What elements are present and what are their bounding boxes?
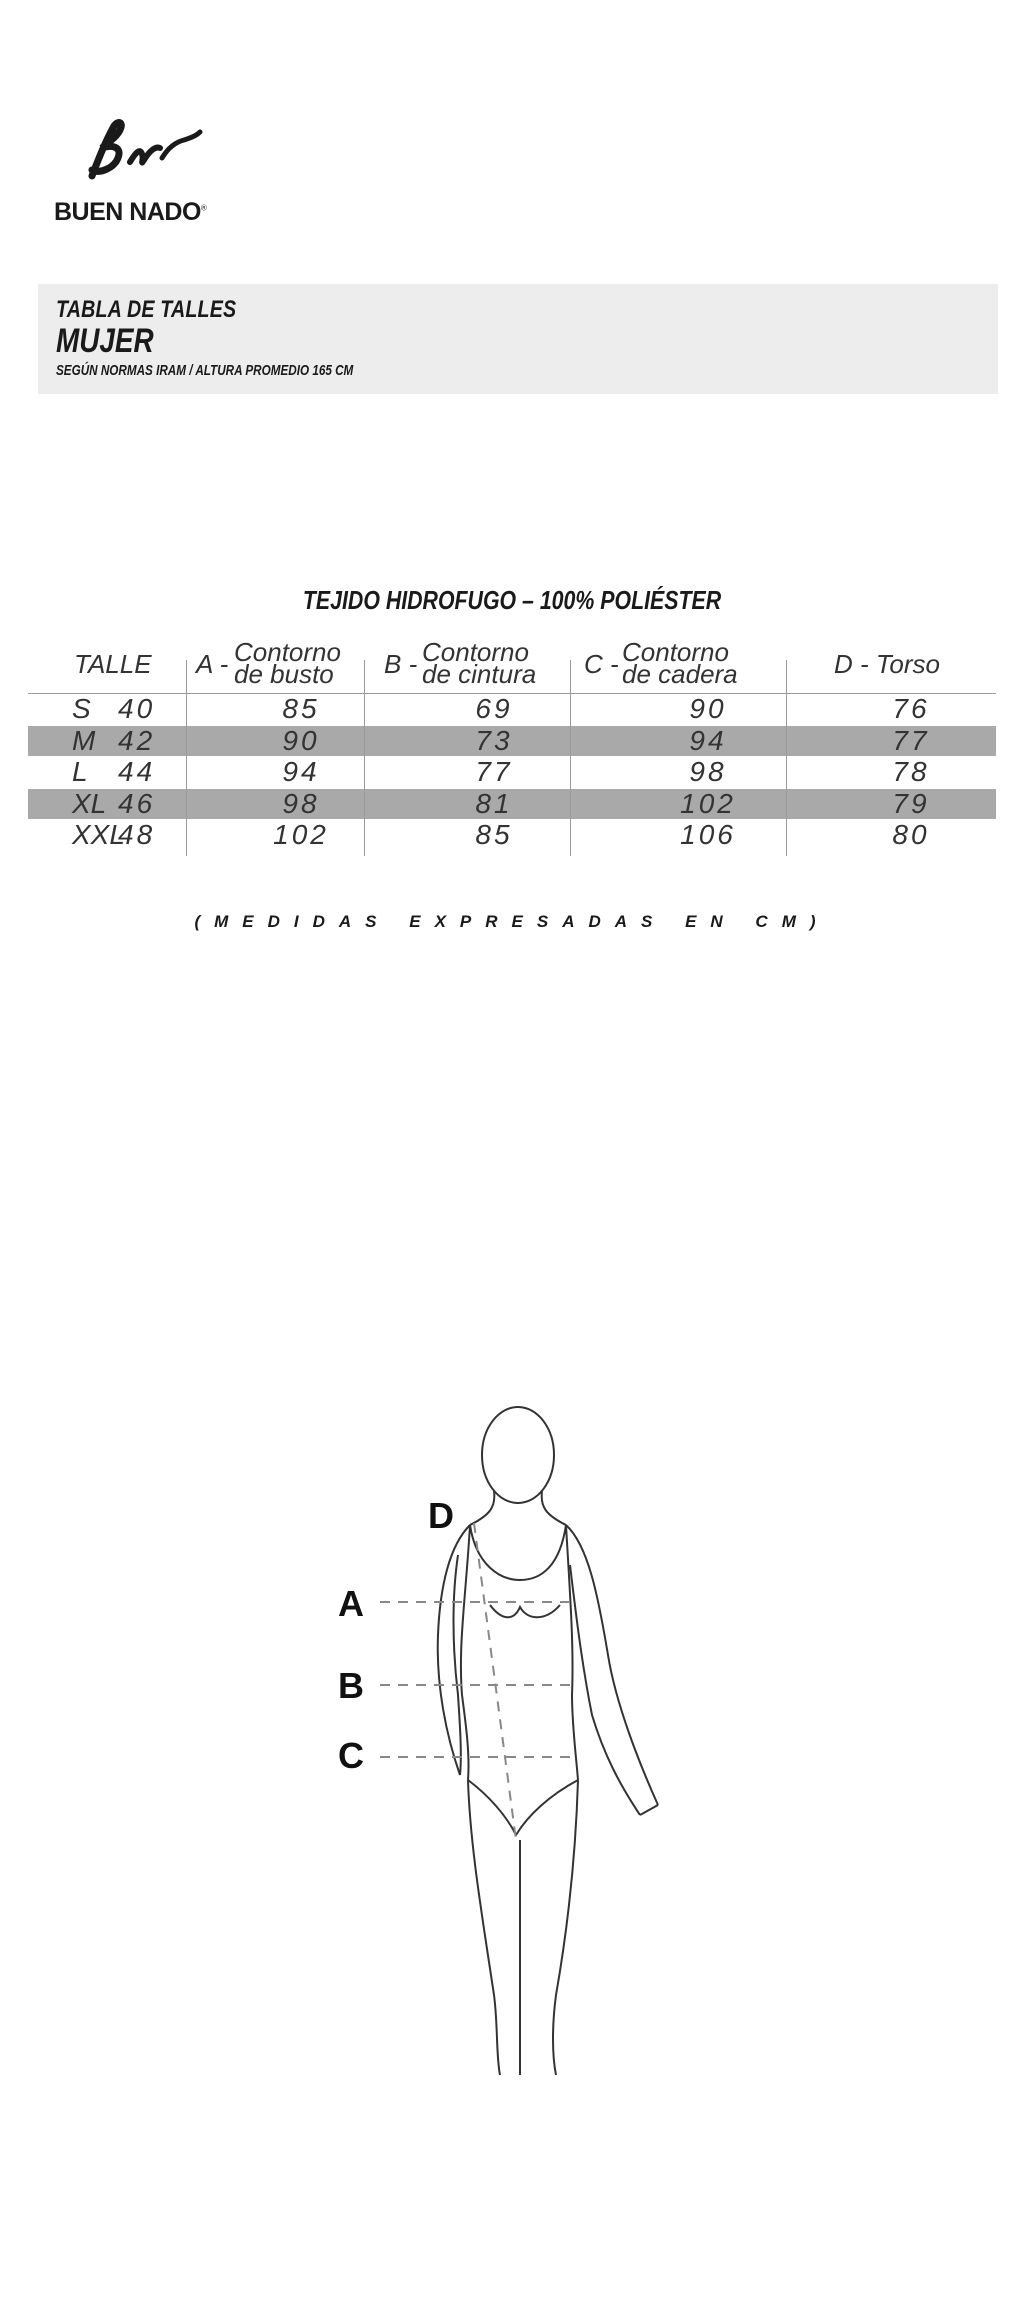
registered-mark: ® [200,203,207,213]
measurement-figure [320,1395,700,2095]
torso-cell: 76 [892,693,930,724]
header-bust-prefix: A - [196,649,229,679]
header-waist-prefix: B - [384,649,418,679]
torso-label: D [428,1495,454,1536]
header-waist-line2: de cintura [422,659,537,689]
brand-logo [54,118,234,228]
size-chart-header [38,284,998,394]
header-waist-line1: Contorno [422,637,529,667]
bust-cell: 94 [282,756,320,787]
table-row [28,789,996,819]
size-cell: XXL [72,819,125,850]
chart-subtitle: MUJER [56,322,154,360]
chart-title: TABLA DE TALLES [56,296,237,323]
bust-cell: 98 [282,787,320,819]
header-hip-line2: de cadera [622,659,738,689]
size-table [28,636,996,856]
size-cell: M [72,724,96,756]
header-size: TALLE [74,649,152,679]
table-row [28,820,996,850]
header-hip-prefix: C - [584,649,619,679]
header-waist [384,636,574,696]
bust-cell: 90 [282,724,320,756]
column-divider [570,660,571,856]
size-number-cell: 48 [118,819,156,850]
brand-signature-icon [84,118,204,188]
header-bust-line2: de busto [234,659,334,689]
bust-cell: 102 [273,819,329,850]
waist-cell: 81 [475,787,513,819]
size-number-cell: 42 [118,724,156,756]
waist-cell: 85 [475,819,513,850]
brand-name: BUEN NADO® [54,198,207,226]
header-bust [196,636,376,696]
size-number-cell: 40 [118,693,156,724]
header-hip-line1: Contorno [622,637,729,667]
hip-cell: 94 [689,724,727,756]
column-divider [186,660,187,856]
table-row [28,694,996,724]
hip-label: C [338,1735,364,1776]
waist-cell: 77 [475,756,513,787]
chart-note: SEGÚN NORMAS IRAM / ALTURA PROMEDIO 165 CM [56,362,354,379]
header-hip [584,636,774,696]
size-cell: L [72,756,88,787]
fabric-caption: TEJIDO HIDROFUGO – 100% POLIÉSTER [302,585,722,615]
body-outline-illustration [320,1395,700,2095]
column-divider [364,660,365,856]
table-row [28,757,996,787]
header-bust-line1: Contorno [234,637,341,667]
torso-cell: 80 [892,819,930,850]
size-cell: S [72,693,91,724]
units-note: (MEDIDAS EXPRESADAS EN CM) [194,912,830,931]
header-torso: D - Torso [834,649,940,679]
hip-cell: 106 [680,819,736,850]
waist-cell: 73 [475,724,513,756]
size-number-cell: 46 [118,787,156,819]
bust-cell: 85 [282,693,320,724]
torso-cell: 78 [892,756,930,787]
hip-cell: 102 [680,787,736,819]
hip-cell: 90 [689,693,727,724]
size-cell: XL [72,787,107,819]
waist-cell: 69 [475,693,513,724]
torso-cell: 77 [892,724,930,756]
torso-cell: 79 [892,787,930,819]
hip-cell: 98 [689,756,727,787]
column-divider [786,660,787,856]
waist-label: B [338,1665,364,1706]
table-row [28,726,996,756]
size-number-cell: 44 [118,756,156,787]
bust-label: A [338,1583,364,1624]
